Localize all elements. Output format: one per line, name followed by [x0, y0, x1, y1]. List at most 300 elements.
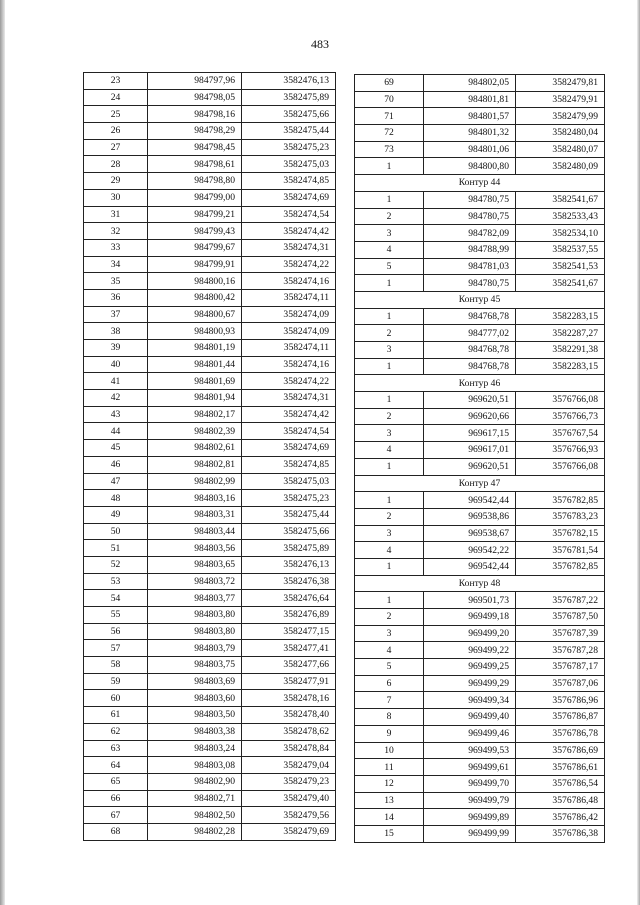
point-number-cell: 9	[355, 725, 424, 742]
x-coordinate-cell: 969542,44	[424, 492, 516, 509]
table-row	[355, 125, 605, 142]
x-coordinate-cell: 969620,51	[424, 458, 516, 475]
point-number-cell: 35	[84, 273, 148, 290]
table-row	[355, 425, 605, 442]
x-coordinate-cell: 984799,91	[148, 256, 242, 273]
table-row	[84, 206, 336, 223]
table-row	[84, 289, 336, 306]
point-number-cell: 60	[84, 690, 148, 707]
x-coordinate-cell: 984801,06	[424, 141, 516, 158]
y-coordinate-cell: 3582474,69	[242, 440, 336, 457]
x-coordinate-cell: 969499,40	[424, 709, 516, 726]
table-row	[355, 75, 605, 92]
table-row	[355, 191, 605, 208]
x-coordinate-cell: 984803,65	[148, 556, 242, 573]
y-coordinate-cell: 3582478,16	[242, 690, 336, 707]
x-coordinate-cell: 984801,57	[424, 108, 516, 125]
point-number-cell: 1	[355, 492, 424, 509]
y-coordinate-cell: 3582283,15	[516, 308, 605, 325]
point-number-cell: 47	[84, 473, 148, 490]
x-coordinate-cell: 969499,89	[424, 809, 516, 826]
point-number-cell: 43	[84, 406, 148, 423]
table-row	[355, 442, 605, 459]
y-coordinate-cell: 3576787,28	[516, 642, 605, 659]
y-coordinate-cell: 3576786,78	[516, 725, 605, 742]
y-coordinate-cell: 3576787,06	[516, 675, 605, 692]
table-row	[84, 757, 336, 774]
point-number-cell: 62	[84, 723, 148, 740]
table-row	[84, 607, 336, 624]
table-row	[84, 573, 336, 590]
y-coordinate-cell: 3582478,40	[242, 707, 336, 724]
point-number-cell: 58	[84, 657, 148, 674]
x-coordinate-cell: 984797,96	[148, 73, 242, 90]
table-row	[355, 759, 605, 776]
x-coordinate-cell: 984802,61	[148, 440, 242, 457]
page-number: 483	[311, 37, 329, 51]
table-row	[355, 508, 605, 525]
y-coordinate-cell: 3582474,42	[242, 223, 336, 240]
x-coordinate-cell: 969538,86	[424, 508, 516, 525]
table-row	[355, 809, 605, 826]
y-coordinate-cell: 3582474,42	[242, 406, 336, 423]
x-coordinate-cell: 984803,16	[148, 490, 242, 507]
table-row	[84, 690, 336, 707]
point-number-cell: 53	[84, 573, 148, 590]
table-row	[355, 775, 605, 792]
y-coordinate-cell: 3582541,67	[516, 191, 605, 208]
x-coordinate-cell: 969499,79	[424, 792, 516, 809]
table-row	[84, 306, 336, 323]
point-number-cell: 15	[355, 825, 424, 842]
y-coordinate-cell: 3582474,16	[242, 356, 336, 373]
point-number-cell: 49	[84, 506, 148, 523]
table-row	[84, 173, 336, 190]
table-row	[84, 156, 336, 173]
point-number-cell: 68	[84, 823, 148, 840]
y-coordinate-cell: 3582477,91	[242, 673, 336, 690]
point-number-cell: 37	[84, 306, 148, 323]
y-coordinate-cell: 3582474,31	[242, 390, 336, 407]
table-row	[84, 273, 336, 290]
y-coordinate-cell: 3582479,40	[242, 790, 336, 807]
y-coordinate-cell: 3576766,73	[516, 408, 605, 425]
table-row	[84, 423, 336, 440]
y-coordinate-cell: 3576786,87	[516, 709, 605, 726]
point-number-cell: 69	[355, 75, 424, 92]
point-number-cell: 50	[84, 523, 148, 540]
point-number-cell: 28	[84, 156, 148, 173]
y-coordinate-cell: 3576782,85	[516, 492, 605, 509]
x-coordinate-cell: 984788,99	[424, 241, 516, 258]
y-coordinate-cell: 3582480,04	[516, 125, 605, 142]
x-coordinate-cell: 984798,05	[148, 89, 242, 106]
x-coordinate-cell: 984781,03	[424, 258, 516, 275]
contour-header-row	[355, 175, 605, 192]
y-coordinate-cell: 3582541,67	[516, 275, 605, 292]
x-coordinate-cell: 984801,44	[148, 356, 242, 373]
point-number-cell: 4	[355, 542, 424, 559]
table-row	[355, 158, 605, 175]
table-row	[84, 456, 336, 473]
contour-header-row	[355, 291, 605, 308]
table-row	[84, 556, 336, 573]
x-coordinate-cell: 984780,75	[424, 191, 516, 208]
y-coordinate-cell: 3582474,54	[242, 423, 336, 440]
x-coordinate-cell: 984803,38	[148, 723, 242, 740]
table-row	[84, 523, 336, 540]
y-coordinate-cell: 3582474,85	[242, 173, 336, 190]
point-number-cell: 71	[355, 108, 424, 125]
x-coordinate-cell: 984798,80	[148, 173, 242, 190]
table-row	[84, 640, 336, 657]
y-coordinate-cell: 3582475,89	[242, 89, 336, 106]
x-coordinate-cell: 969542,22	[424, 542, 516, 559]
x-coordinate-cell: 984803,44	[148, 523, 242, 540]
table-row	[84, 189, 336, 206]
x-coordinate-cell: 969620,66	[424, 408, 516, 425]
table-row	[355, 492, 605, 509]
x-coordinate-cell: 984803,72	[148, 573, 242, 590]
table-row	[355, 108, 605, 125]
point-number-cell: 6	[355, 675, 424, 692]
y-coordinate-cell: 3582478,84	[242, 740, 336, 757]
table-row	[84, 823, 336, 840]
table-row	[355, 408, 605, 425]
point-number-cell: 54	[84, 590, 148, 607]
y-coordinate-cell: 3582474,69	[242, 189, 336, 206]
table-row	[84, 256, 336, 273]
x-coordinate-cell: 969499,53	[424, 742, 516, 759]
x-coordinate-cell: 984801,32	[424, 125, 516, 142]
x-coordinate-cell: 969617,01	[424, 442, 516, 459]
x-coordinate-cell: 984777,02	[424, 325, 516, 342]
y-coordinate-cell: 3582479,99	[516, 108, 605, 125]
table-row	[355, 642, 605, 659]
x-coordinate-cell: 984802,17	[148, 406, 242, 423]
table-row	[355, 258, 605, 275]
y-coordinate-cell: 3582475,44	[242, 506, 336, 523]
y-coordinate-cell: 3576786,38	[516, 825, 605, 842]
point-number-cell: 46	[84, 456, 148, 473]
point-number-cell: 4	[355, 241, 424, 258]
y-coordinate-cell: 3582476,38	[242, 573, 336, 590]
table-row	[355, 458, 605, 475]
point-number-cell: 23	[84, 73, 148, 90]
x-coordinate-cell: 984803,75	[148, 657, 242, 674]
x-coordinate-cell: 984800,93	[148, 323, 242, 340]
y-coordinate-cell: 3576782,85	[516, 558, 605, 575]
x-coordinate-cell: 969499,61	[424, 759, 516, 776]
x-coordinate-cell: 984801,19	[148, 340, 242, 357]
coordinates-table-left	[83, 72, 336, 841]
table-row	[355, 558, 605, 575]
x-coordinate-cell: 969501,73	[424, 592, 516, 609]
x-coordinate-cell: 984803,80	[148, 607, 242, 624]
table-row	[84, 473, 336, 490]
y-coordinate-cell: 3576782,15	[516, 525, 605, 542]
x-coordinate-cell: 984803,24	[148, 740, 242, 757]
point-number-cell: 1	[355, 358, 424, 375]
table-row	[355, 659, 605, 676]
point-number-cell: 48	[84, 490, 148, 507]
x-coordinate-cell: 984803,79	[148, 640, 242, 657]
x-coordinate-cell: 969499,99	[424, 825, 516, 842]
table-row	[355, 342, 605, 359]
y-coordinate-cell: 3576766,93	[516, 442, 605, 459]
point-number-cell: 8	[355, 709, 424, 726]
y-coordinate-cell: 3582478,62	[242, 723, 336, 740]
y-coordinate-cell: 3582474,09	[242, 306, 336, 323]
point-number-cell: 42	[84, 390, 148, 407]
table-row	[355, 542, 605, 559]
y-coordinate-cell: 3582480,09	[516, 158, 605, 175]
x-coordinate-cell: 969499,34	[424, 692, 516, 709]
table-row	[84, 657, 336, 674]
y-coordinate-cell: 3576786,48	[516, 792, 605, 809]
y-coordinate-cell: 3582475,66	[242, 523, 336, 540]
table-row	[84, 590, 336, 607]
y-coordinate-cell: 3576786,69	[516, 742, 605, 759]
table-row	[84, 540, 336, 557]
y-coordinate-cell: 3582477,66	[242, 657, 336, 674]
x-coordinate-cell: 984798,61	[148, 156, 242, 173]
y-coordinate-cell: 3582474,22	[242, 256, 336, 273]
point-number-cell: 25	[84, 106, 148, 123]
point-number-cell: 2	[355, 325, 424, 342]
y-coordinate-cell: 3582479,69	[242, 823, 336, 840]
y-coordinate-cell: 3582474,11	[242, 289, 336, 306]
y-coordinate-cell: 3576767,54	[516, 425, 605, 442]
y-coordinate-cell: 3576786,96	[516, 692, 605, 709]
y-coordinate-cell: 3576786,42	[516, 809, 605, 826]
point-number-cell: 1	[355, 458, 424, 475]
x-coordinate-cell: 984802,50	[148, 807, 242, 824]
point-number-cell: 39	[84, 340, 148, 357]
point-number-cell: 34	[84, 256, 148, 273]
y-coordinate-cell: 3582287,27	[516, 325, 605, 342]
x-coordinate-cell: 969499,29	[424, 675, 516, 692]
point-number-cell: 1	[355, 158, 424, 175]
table-row	[84, 223, 336, 240]
contour-label: Контур 45	[355, 291, 605, 308]
x-coordinate-cell: 984798,29	[148, 123, 242, 140]
y-coordinate-cell: 3582533,43	[516, 208, 605, 225]
x-coordinate-cell: 984802,99	[148, 473, 242, 490]
y-coordinate-cell: 3576787,17	[516, 659, 605, 676]
point-number-cell: 1	[355, 275, 424, 292]
point-number-cell: 29	[84, 173, 148, 190]
contour-header-row	[355, 375, 605, 392]
contour-label: Контур 44	[355, 175, 605, 192]
point-number-cell: 36	[84, 289, 148, 306]
point-number-cell: 3	[355, 425, 424, 442]
point-number-cell: 14	[355, 809, 424, 826]
y-coordinate-cell: 3576781,54	[516, 542, 605, 559]
table-row	[84, 123, 336, 140]
table-row	[84, 73, 336, 90]
y-coordinate-cell: 3582477,15	[242, 623, 336, 640]
y-coordinate-cell: 3582474,11	[242, 340, 336, 357]
point-number-cell: 2	[355, 208, 424, 225]
point-number-cell: 3	[355, 625, 424, 642]
point-number-cell: 4	[355, 442, 424, 459]
x-coordinate-cell: 984803,50	[148, 707, 242, 724]
x-coordinate-cell: 969620,51	[424, 392, 516, 409]
point-number-cell: 26	[84, 123, 148, 140]
y-coordinate-cell: 3582474,85	[242, 456, 336, 473]
table-row	[84, 723, 336, 740]
contour-header-row	[355, 475, 605, 492]
y-coordinate-cell: 3582476,64	[242, 590, 336, 607]
point-number-cell: 11	[355, 759, 424, 776]
table-row	[84, 623, 336, 640]
table-row	[355, 625, 605, 642]
point-number-cell: 7	[355, 692, 424, 709]
point-number-cell: 40	[84, 356, 148, 373]
x-coordinate-cell: 984803,69	[148, 673, 242, 690]
x-coordinate-cell: 984780,75	[424, 208, 516, 225]
point-number-cell: 12	[355, 775, 424, 792]
table-row	[355, 358, 605, 375]
table-row	[84, 239, 336, 256]
x-coordinate-cell: 969499,18	[424, 609, 516, 626]
x-coordinate-cell: 984798,45	[148, 139, 242, 156]
y-coordinate-cell: 3582474,09	[242, 323, 336, 340]
x-coordinate-cell: 984782,09	[424, 225, 516, 242]
y-coordinate-cell: 3582475,23	[242, 139, 336, 156]
point-number-cell: 4	[355, 642, 424, 659]
point-number-cell: 3	[355, 525, 424, 542]
table-row	[355, 709, 605, 726]
y-coordinate-cell: 3582477,41	[242, 640, 336, 657]
point-number-cell: 10	[355, 742, 424, 759]
point-number-cell: 24	[84, 89, 148, 106]
point-number-cell: 31	[84, 206, 148, 223]
y-coordinate-cell: 3582479,56	[242, 807, 336, 824]
table-row	[355, 825, 605, 842]
x-coordinate-cell: 969499,25	[424, 659, 516, 676]
y-coordinate-cell: 3582479,04	[242, 757, 336, 774]
point-number-cell: 51	[84, 540, 148, 557]
point-number-cell: 38	[84, 323, 148, 340]
table-row	[355, 225, 605, 242]
y-coordinate-cell: 3582475,23	[242, 490, 336, 507]
point-number-cell: 61	[84, 707, 148, 724]
y-coordinate-cell: 3582479,81	[516, 75, 605, 92]
table-row	[84, 390, 336, 407]
x-coordinate-cell: 984802,90	[148, 773, 242, 790]
contour-label: Контур 47	[355, 475, 605, 492]
x-coordinate-cell: 984799,43	[148, 223, 242, 240]
y-coordinate-cell: 3582476,13	[242, 556, 336, 573]
y-coordinate-cell: 3582475,66	[242, 106, 336, 123]
y-coordinate-cell: 3582474,31	[242, 239, 336, 256]
point-number-cell: 2	[355, 609, 424, 626]
table-row	[84, 490, 336, 507]
x-coordinate-cell: 969617,15	[424, 425, 516, 442]
point-number-cell: 30	[84, 189, 148, 206]
y-coordinate-cell: 3582475,89	[242, 540, 336, 557]
point-number-cell: 63	[84, 740, 148, 757]
scan-shadow-left	[0, 0, 5, 905]
point-number-cell: 5	[355, 659, 424, 676]
x-coordinate-cell: 984801,81	[424, 91, 516, 108]
x-coordinate-cell: 984803,31	[148, 506, 242, 523]
table-row	[355, 91, 605, 108]
y-coordinate-cell: 3576786,61	[516, 759, 605, 776]
x-coordinate-cell: 984801,94	[148, 390, 242, 407]
y-coordinate-cell: 3582474,16	[242, 273, 336, 290]
table-row	[355, 392, 605, 409]
point-number-cell: 33	[84, 239, 148, 256]
x-coordinate-cell: 984800,42	[148, 289, 242, 306]
y-coordinate-cell: 3576766,08	[516, 458, 605, 475]
x-coordinate-cell: 984768,78	[424, 358, 516, 375]
table-row	[84, 807, 336, 824]
y-coordinate-cell: 3576787,22	[516, 592, 605, 609]
point-number-cell: 27	[84, 139, 148, 156]
y-coordinate-cell: 3576766,08	[516, 392, 605, 409]
point-number-cell: 52	[84, 556, 148, 573]
table-row	[355, 675, 605, 692]
table-row	[84, 373, 336, 390]
x-coordinate-cell: 984803,60	[148, 690, 242, 707]
x-coordinate-cell: 984801,69	[148, 373, 242, 390]
point-number-cell: 70	[355, 91, 424, 108]
y-coordinate-cell: 3582474,22	[242, 373, 336, 390]
table-row	[355, 141, 605, 158]
point-number-cell: 44	[84, 423, 148, 440]
contour-label: Контур 48	[355, 575, 605, 592]
table-row	[355, 725, 605, 742]
x-coordinate-cell: 984799,21	[148, 206, 242, 223]
x-coordinate-cell: 984780,75	[424, 275, 516, 292]
x-coordinate-cell: 984799,00	[148, 189, 242, 206]
y-coordinate-cell: 3576783,23	[516, 508, 605, 525]
table-row	[355, 525, 605, 542]
table-row	[84, 340, 336, 357]
point-number-cell: 2	[355, 408, 424, 425]
x-coordinate-cell: 984800,80	[424, 158, 516, 175]
point-number-cell: 65	[84, 773, 148, 790]
table-row	[84, 139, 336, 156]
point-number-cell: 5	[355, 258, 424, 275]
x-coordinate-cell: 969499,46	[424, 725, 516, 742]
point-number-cell: 2	[355, 508, 424, 525]
y-coordinate-cell: 3582541,53	[516, 258, 605, 275]
x-coordinate-cell: 969499,22	[424, 642, 516, 659]
y-coordinate-cell: 3582476,89	[242, 607, 336, 624]
y-coordinate-cell: 3582479,23	[242, 773, 336, 790]
table-row	[84, 323, 336, 340]
point-number-cell: 1	[355, 392, 424, 409]
table-row	[84, 673, 336, 690]
x-coordinate-cell: 969499,20	[424, 625, 516, 642]
y-coordinate-cell: 3582537,55	[516, 241, 605, 258]
table-row	[355, 592, 605, 609]
y-coordinate-cell: 3582291,38	[516, 342, 605, 359]
x-coordinate-cell: 984799,67	[148, 239, 242, 256]
x-coordinate-cell: 969499,70	[424, 775, 516, 792]
table-row	[355, 692, 605, 709]
y-coordinate-cell: 3576787,50	[516, 609, 605, 626]
y-coordinate-cell: 3582475,03	[242, 156, 336, 173]
table-row	[84, 506, 336, 523]
table-row	[84, 773, 336, 790]
contour-label: Контур 46	[355, 375, 605, 392]
table-row	[355, 241, 605, 258]
